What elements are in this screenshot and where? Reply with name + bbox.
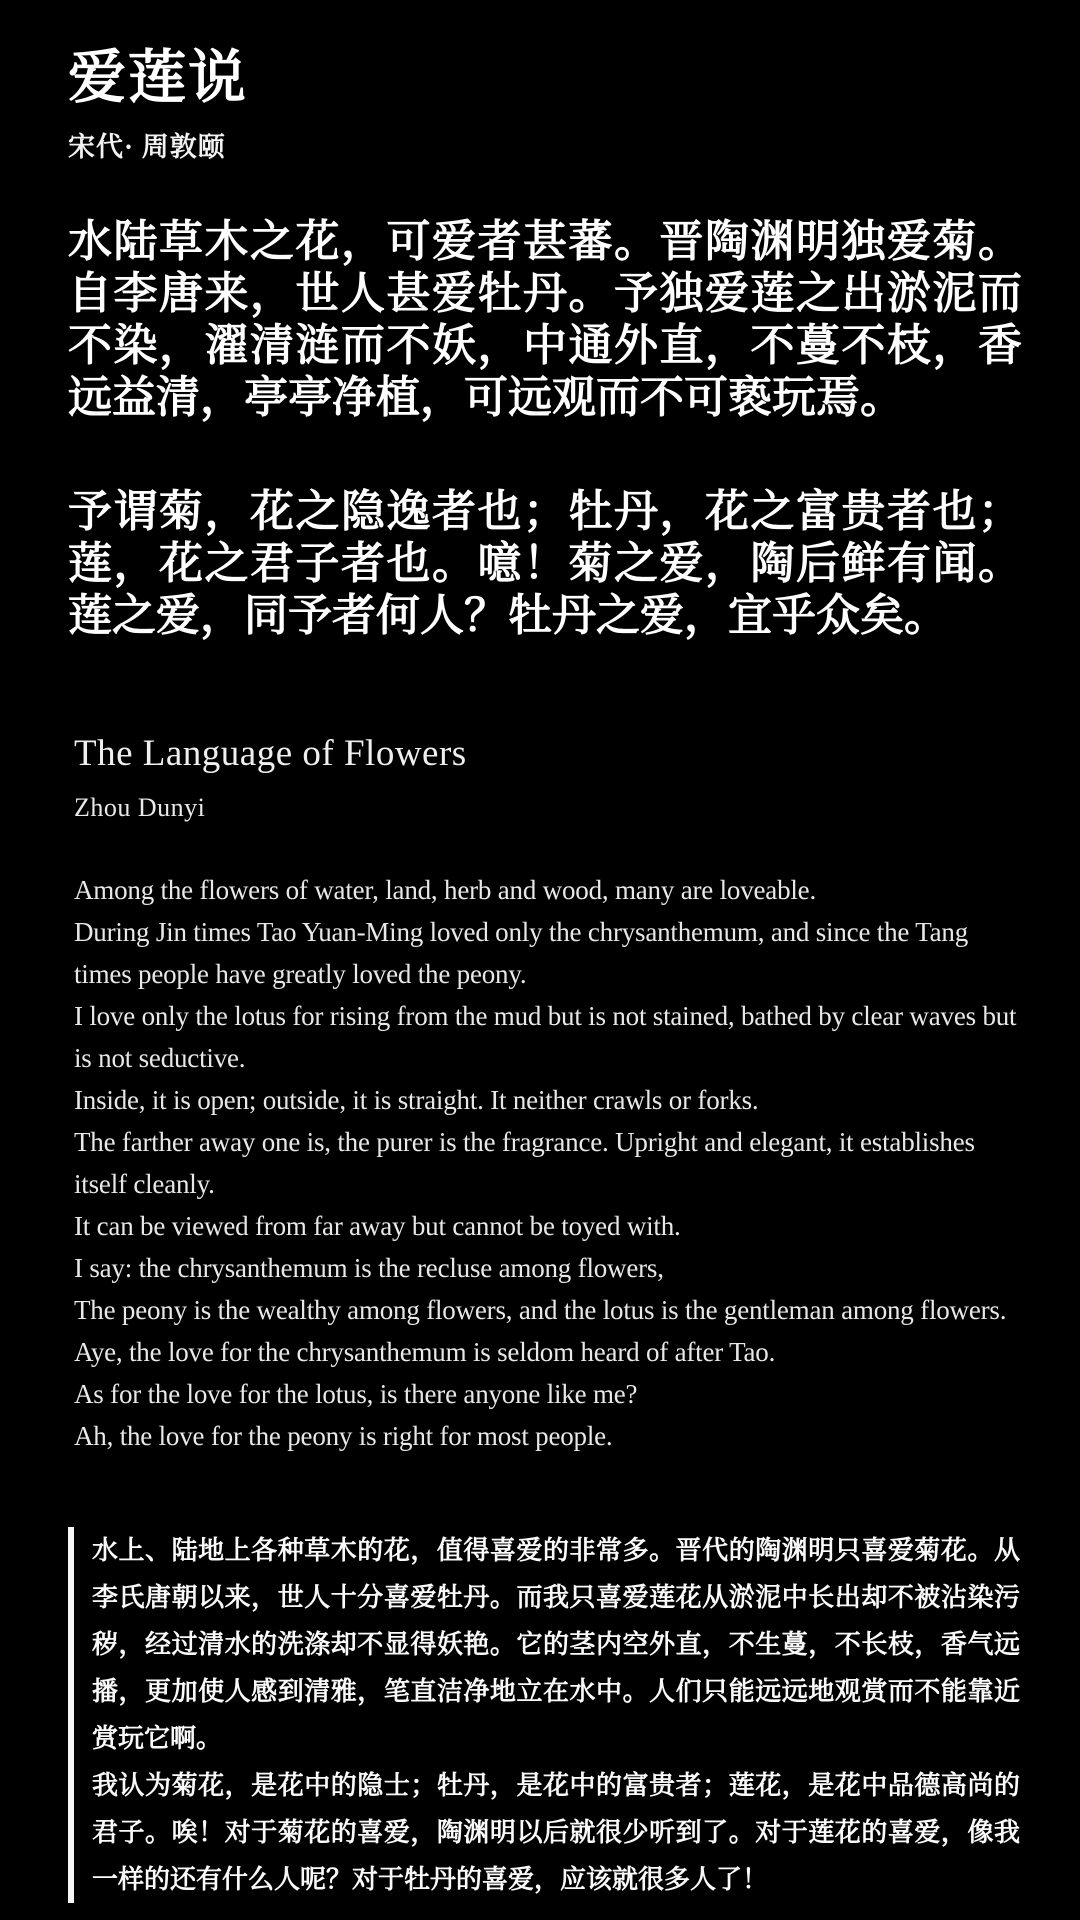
poem-paragraph-2: 予谓菊，花之隐逸者也；牡丹，花之富贵者也；莲，花之君子者也。噫！菊之爱，陶后鲜有闻。莲之爱，同予者何人？牡丹之爱，宜乎众矣。 <box>68 486 1022 640</box>
english-translation-line: Aye, the love for the chrysanthemum is seldom heard of after Tao. <box>74 1336 776 1367</box>
modern-translation-paragraph-1: 水上、陆地上各种草木的花，值得喜爱的非常多。晋代的陶渊明只喜爱菊花。从李氏唐朝以来，世人十分喜爱牡丹。而我只喜爱莲花从淤泥中长出却不被沾染污秽，经过清水的洗涤却不显得妖艳。它的茎内空外直，不生蔓，不长枝，香气远播，更加使人感到清雅，笔直洁净地立在水中。人们只能远远地观赏而不能靠近赏玩它啊。 <box>92 1535 1020 1753</box>
poem-author: 宋代· 周敦颐 <box>68 131 226 162</box>
english-translation-line: It can be viewed from far away but cannot be toyed with. <box>74 1210 681 1241</box>
english-translation-line: Inside, it is open; outside, it is straight. It neither crawls or forks. <box>74 1084 759 1115</box>
english-translation-line: During Jin times Tao Yuan-Ming loved only the chrysanthemum, and since the Tang times people have greatly loved the peony. <box>74 916 969 989</box>
english-translation-line: Among the flowers of water, land, herb and wood, many are loveable. <box>74 874 817 905</box>
english-translation-line: As for the love for the lotus, is there anyone like me? <box>74 1378 638 1409</box>
english-translation-line: Ah, the love for the peony is right for most people. <box>74 1420 613 1451</box>
english-translation-lines <box>74 869 1024 1457</box>
modern-chinese-translation-block <box>68 1527 1020 1903</box>
modern-translation-paragraph-2: 我认为菊花，是花中的隐士；牡丹，是花中的富贵者；莲花，是花中品德高尚的君子。唉！对于菊花的喜爱，陶渊明以后就很少听到了。对于莲花的喜爱，像我一样的还有什么人呢？对于牡丹的喜爱，应该就很多人了！ <box>92 1770 1020 1894</box>
poem-paragraph-1: 水陆草木之花，可爱者甚蕃。晋陶渊明独爱菊。自李唐来，世人甚爱牡丹。予独爱莲之出淤泥而不染，濯清涟而不妖，中通外直，不蔓不枝，香远益清，亭亭净植，可远观而不可亵玩焉。 <box>68 216 1022 422</box>
english-translation-line: I love only the lotus for rising from the mud but is not stained, bathed by clear waves but is not seductive. <box>74 1000 1017 1073</box>
english-translation-author: Zhou Dunyi <box>74 792 206 822</box>
english-translation-line: I say: the chrysanthemum is the recluse among flowers, <box>74 1252 664 1283</box>
english-translation-line: The peony is the wealthy among flowers, and the lotus is the gentleman among flowers. <box>74 1294 1007 1325</box>
poem-title: 爱莲说 <box>68 45 249 110</box>
english-translation-title: The Language of Flowers <box>74 732 467 774</box>
english-translation-line: The farther away one is, the purer is the fragrance. Upright and elegant, it establishes itself cleanly. <box>74 1126 975 1199</box>
